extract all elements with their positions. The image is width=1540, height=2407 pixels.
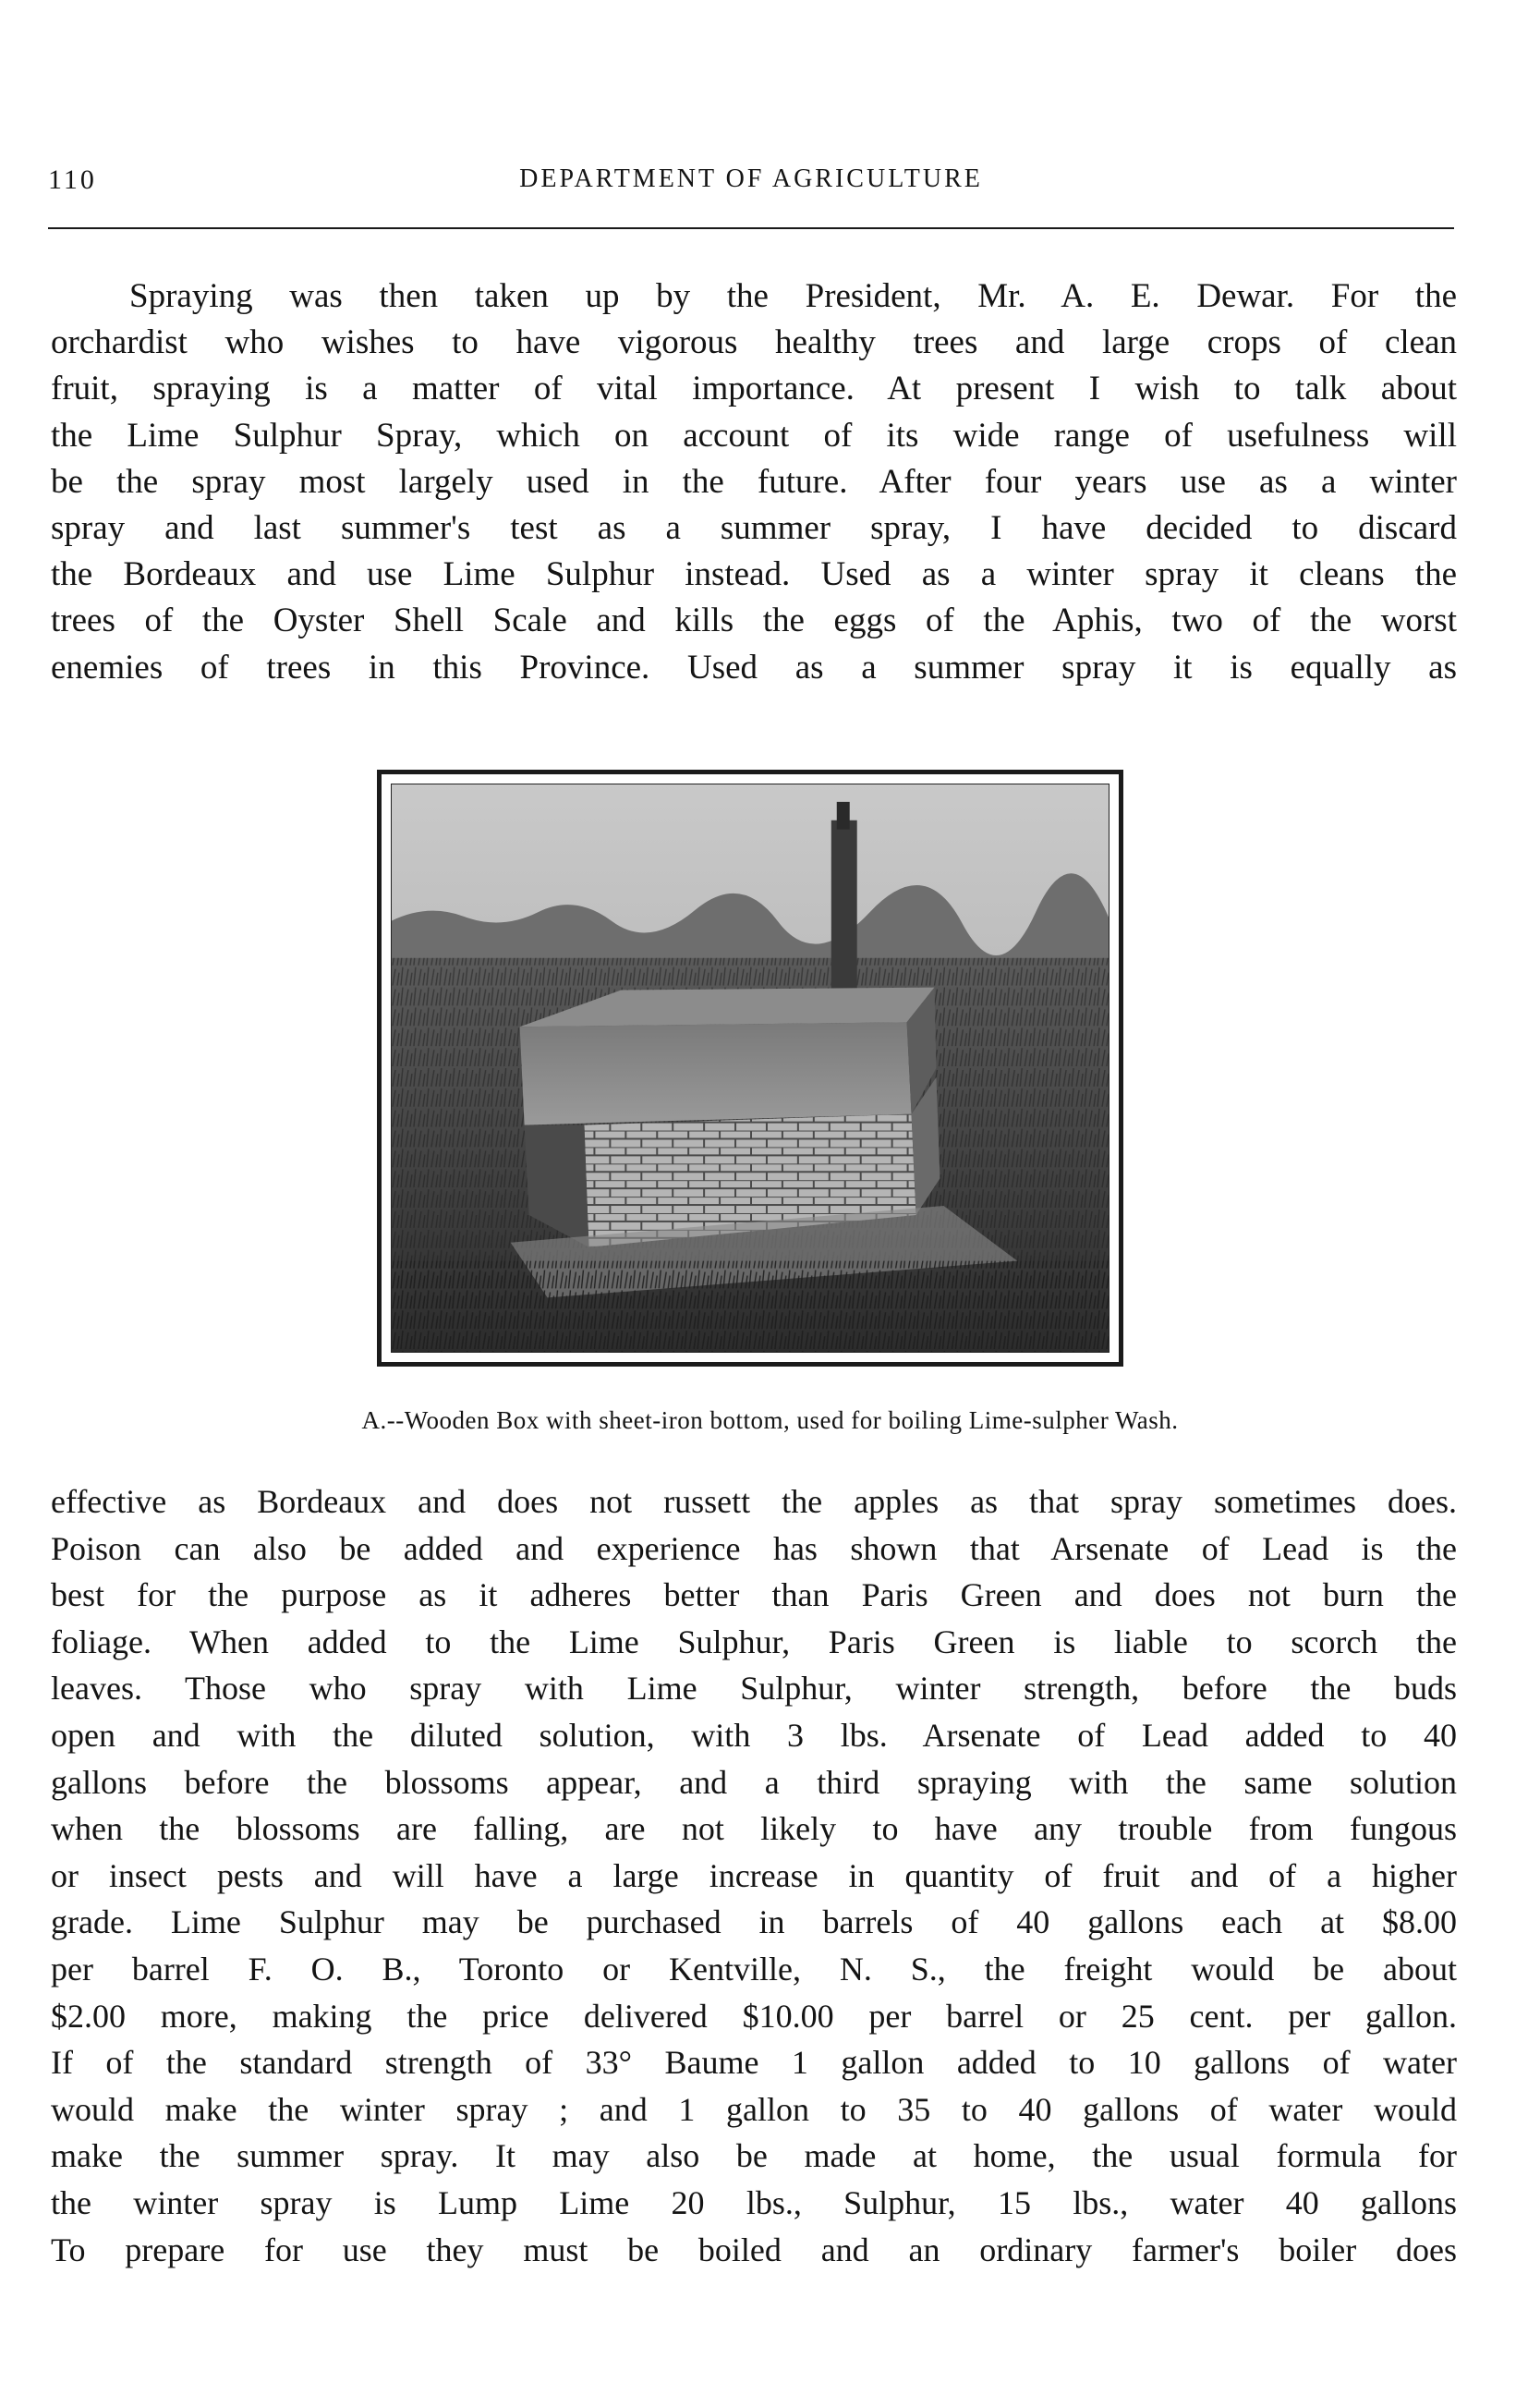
figure-photo xyxy=(377,770,1123,1367)
text-line: Spraying was then taken up by the President, Mr. A. E. Dewar. For the xyxy=(129,277,1457,315)
text-line: when the blossoms are falling, are not likely to have any trouble from fungous xyxy=(51,1810,1457,1848)
running-head: DEPARTMENT OF AGRICULTURE xyxy=(519,164,983,193)
text-line: trees of the Oyster Shell Scale and kills the eggs of the Aphis, two of the worst xyxy=(51,602,1457,640)
text-line: per barrel F. O. B., Toronto or Kentville, N. S., the freight would be about xyxy=(51,1950,1457,1988)
text-line: fruit, spraying is a matter of vital importance. At present I wish to talk about xyxy=(51,370,1457,408)
text-line: effective as Bordeaux and does not russett the apples as that spray sometimes does. xyxy=(51,1483,1457,1520)
text-line: the Bordeaux and use Lime Sulphur instead. Used as a winter spray it cleans the xyxy=(51,555,1457,594)
text-line: be the spray most largely used in the future. After four years use as a winter xyxy=(51,462,1457,501)
paragraph-top xyxy=(51,274,1457,691)
text-line: If of the standard strength of 33° Baume 1 gallon added to 10 gallons of water xyxy=(51,2044,1457,2082)
text-line: To prepare for use they must be boiled and an ordinary farmer's boiler does xyxy=(51,2231,1457,2268)
page-number: 110 xyxy=(48,164,97,195)
text-line: or insect pests and will have a large increase in quantity of fruit and of a higher xyxy=(51,1856,1457,1894)
text-line: foliage. When added to the Lime Sulphur, Paris Green is liable to scorch the xyxy=(51,1623,1457,1660)
text-line: spray and last summer's test as a summer spray, I have decided to discard xyxy=(51,509,1457,548)
text-line: the Lime Sulphur Spray, which on account of its wide range of usefulness will xyxy=(51,416,1457,455)
text-line: enemies of trees in this Province. Used as a summer spray it is equally as xyxy=(51,648,1457,687)
text-line: best for the purpose as it adheres better than Paris Green and does not burn the xyxy=(51,1576,1457,1614)
text-line: make the summer spray. It may also be made at home, the usual formula for xyxy=(51,2137,1457,2175)
text-line: leaves. Those who spray with Lime Sulphur, winter strength, before the buds xyxy=(51,1670,1457,1708)
figure-caption: A.--Wooden Box with sheet-iron bottom, used for boiling Lime-sulpher Wash. xyxy=(361,1406,1179,1434)
text-line: gallons before the blossoms appear, and a third spraying with the same solution xyxy=(51,1763,1457,1801)
text-line: would make the winter spray ; and 1 gallon to 35 to 40 gallons of water would xyxy=(51,2090,1457,2128)
text-line: grade. Lime Sulphur may be purchased in barrels of 40 gallons each at $8.00 xyxy=(51,1903,1457,1941)
text-line: Poison can also be added and experience has shown that Arsenate of Lead is the xyxy=(51,1529,1457,1567)
text-line: open and with the diluted solution, with 3 lbs. Arsenate of Lead added to 40 xyxy=(51,1716,1457,1754)
text-line: $2.00 more, making the price delivered $10.00 per barrel or 25 cent. per gallon. xyxy=(51,1997,1457,2035)
wooden-box-photo xyxy=(391,784,1110,1353)
text-line: the winter spray is Lump Lime 20 lbs., Sulphur, 15 lbs., water 40 gallons xyxy=(51,2183,1457,2221)
page-header xyxy=(48,164,1454,201)
paragraph-bottom xyxy=(51,1478,1457,2273)
text-line: orchardist who wishes to have vigorous healthy trees and large crops of clean xyxy=(51,323,1457,362)
header-rule xyxy=(48,227,1454,229)
